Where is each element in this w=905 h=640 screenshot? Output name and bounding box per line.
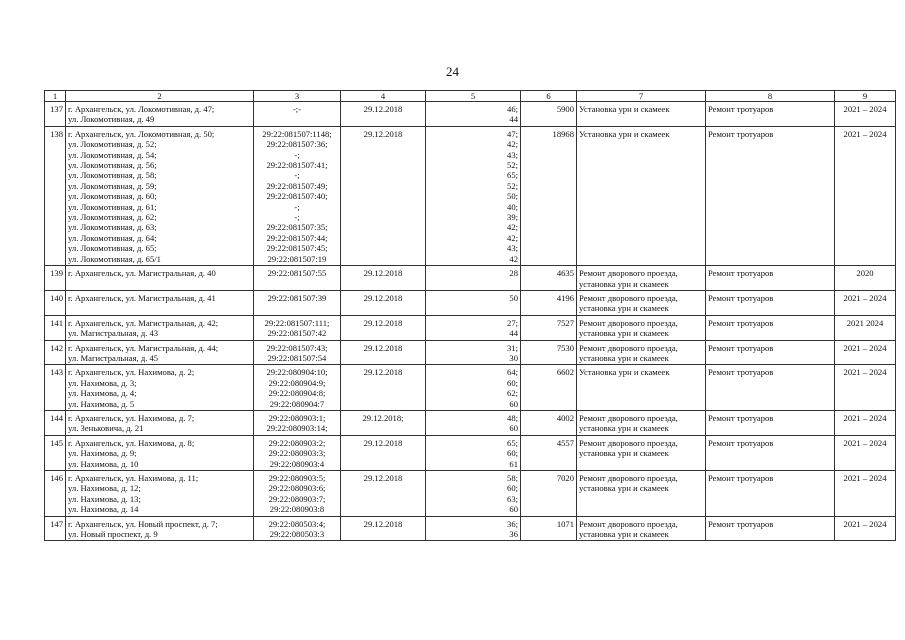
cell-line: г. Архангельск, ул. Новый проспект, д. 7; — [68, 518, 218, 529]
area-cell: 7527 — [521, 315, 577, 340]
additional-works-cell: Ремонт тротуаров — [706, 365, 835, 411]
row-number-cell: 143 — [45, 365, 66, 411]
cell-line: 27; — [507, 317, 518, 328]
cell-line: ул. Магистральная, д. 43 — [68, 328, 159, 339]
cell-line: 29:22:081507:111; — [264, 317, 330, 328]
date-cell: 29.12.2018 — [341, 435, 426, 470]
cadastral-number-cell — [254, 435, 341, 470]
cell-line: 29:22:080503:3 — [269, 529, 325, 540]
row-number-cell: 139 — [45, 266, 66, 291]
period-cell: 2021 – 2024 — [835, 516, 896, 541]
cell-line: 29:22:081507:55 — [267, 268, 327, 279]
cell-line: 29:22:081507:54 — [267, 352, 327, 363]
cell-line: 29:22:080903:6; — [268, 483, 326, 494]
date-cell: 29.12.2018 — [341, 471, 426, 517]
cadastral-number-cell — [254, 365, 341, 411]
column-header: 2 — [66, 91, 254, 102]
cell-line: ул. Локомотивная, д. 54; — [68, 149, 157, 160]
cell-line: ул. Локомотивная, д. 64; — [68, 232, 157, 243]
cell-line: 29:22:081507:39 — [267, 292, 327, 303]
cell-line: 29:22:081507:49; — [266, 180, 328, 191]
cell-line: 60; — [507, 377, 518, 388]
cell-line: 52; — [507, 180, 518, 191]
value-cell — [426, 340, 521, 365]
area-cell: 18968 — [521, 126, 577, 265]
cell-line: ул. Локомотивная, д. 49 — [68, 114, 155, 125]
value-cell — [426, 315, 521, 340]
cell-line: г. Архангельск, ул. Магистральная, д. 40 — [68, 268, 216, 279]
area-cell: 7020 — [521, 471, 577, 517]
cell-line: 29:22:081507:1148; — [262, 128, 332, 139]
cadastral-number-cell — [254, 315, 341, 340]
cell-line: установка урн и скамеек — [579, 423, 669, 434]
cell-line: 28 — [509, 268, 518, 279]
cell-line: г. Архангельск, ул. Магистральная, д. 44; — [68, 342, 219, 353]
period-cell: 2021 2024 — [835, 315, 896, 340]
column-header: 9 — [835, 91, 896, 102]
address-cell — [66, 290, 254, 315]
cell-line: 58; — [507, 473, 518, 483]
address-cell — [66, 435, 254, 470]
table-row — [45, 290, 896, 315]
value-cell — [426, 516, 521, 541]
works-cell — [577, 266, 706, 291]
additional-works-cell: Ремонт тротуаров — [706, 516, 835, 541]
address-cell — [66, 126, 254, 265]
works-cell — [577, 435, 706, 470]
cell-line: 44 — [509, 114, 518, 125]
cell-line: г. Архангельск, ул. Локомотивная, д. 50; — [68, 128, 215, 139]
period-cell: 2021 – 2024 — [835, 290, 896, 315]
cell-line: г. Архангельск, ул. Нахимова, д. 11; — [68, 473, 199, 483]
period-cell: 2020 — [835, 266, 896, 291]
works-cell — [577, 365, 706, 411]
cell-line: 60; — [507, 448, 518, 459]
column-header: 4 — [341, 91, 426, 102]
row-number-cell: 138 — [45, 126, 66, 265]
cell-line: 61 — [509, 458, 518, 469]
cell-line: -; — [294, 149, 300, 160]
cell-line: 29:22:081507:44; — [266, 232, 328, 243]
row-number-cell: 145 — [45, 435, 66, 470]
date-cell: 29.12.2018 — [341, 315, 426, 340]
area-cell: 6602 — [521, 365, 577, 411]
address-cell — [66, 365, 254, 411]
period-cell: 2021 – 2024 — [835, 126, 896, 265]
column-header: 5 — [426, 91, 521, 102]
additional-works-cell: Ремонт тротуаров — [706, 471, 835, 517]
column-header: 8 — [706, 91, 835, 102]
period-cell: 2021 – 2024 — [835, 102, 896, 127]
cell-line: 44 — [509, 328, 518, 339]
column-header: 6 — [521, 91, 577, 102]
works-cell — [577, 290, 706, 315]
cell-line: г. Архангельск, ул. Нахимова, д. 8; — [68, 437, 195, 448]
cell-line: 46; — [507, 104, 518, 114]
table-row — [45, 340, 896, 365]
works-cell — [577, 126, 706, 265]
cell-line: 29:22:080904:9; — [268, 377, 326, 388]
address-cell — [66, 410, 254, 435]
cell-line: 52; — [507, 160, 518, 171]
cell-line: 29:22:080503:4; — [268, 518, 326, 529]
works-cell — [577, 471, 706, 517]
row-number-cell: 140 — [45, 290, 66, 315]
cell-line: 64; — [507, 367, 518, 378]
value-cell — [426, 471, 521, 517]
additional-works-cell: Ремонт тротуаров — [706, 102, 835, 127]
cell-line: 29:22:080903:4 — [269, 458, 325, 469]
table-row — [45, 126, 896, 265]
cell-line: Ремонт дворового проезда, — [579, 437, 678, 448]
period-cell: 2021 – 2024 — [835, 365, 896, 411]
cell-line: 29:22:080904:7 — [269, 398, 325, 409]
row-number-cell: 142 — [45, 340, 66, 365]
cell-line: -; — [294, 170, 300, 181]
area-cell: 4196 — [521, 290, 577, 315]
cell-line: г. Архангельск, ул. Магистральная, д. 41 — [68, 292, 216, 303]
cell-line: ул. Нахимова, д. 5 — [68, 398, 135, 409]
value-cell — [426, 410, 521, 435]
area-cell: 4002 — [521, 410, 577, 435]
table-row — [45, 471, 896, 517]
date-cell: 29.12.2018 — [341, 340, 426, 365]
cell-line: ул. Нахимова, д. 12; — [68, 483, 141, 494]
date-cell: 29.12.2018 — [341, 516, 426, 541]
additional-works-cell: Ремонт тротуаров — [706, 435, 835, 470]
cell-line: 29:22:080904:10; — [266, 367, 328, 378]
area-cell: 5900 — [521, 102, 577, 127]
cell-line: ул. Нахимова, д. 9; — [68, 448, 137, 459]
additional-works-cell: Ремонт тротуаров — [706, 340, 835, 365]
cell-line: 50; — [507, 191, 518, 202]
cell-line: ул. Локомотивная, д. 62; — [68, 212, 157, 223]
cell-line: -; — [294, 201, 300, 212]
table-row — [45, 410, 896, 435]
cell-line: 30 — [509, 352, 518, 363]
cell-line: Ремонт дворового проезда, — [579, 317, 678, 328]
cadastral-number-cell — [254, 410, 341, 435]
cell-line: установка урн и скамеек — [579, 529, 669, 540]
cell-line: Установка урн и скамеек — [579, 104, 670, 114]
value-cell — [426, 290, 521, 315]
address-cell — [66, 471, 254, 517]
period-cell: 2021 – 2024 — [835, 410, 896, 435]
cell-line: ул. Локомотивная, д. 65; — [68, 243, 157, 254]
cell-line: 60 — [509, 504, 518, 515]
cell-line: 29:22:080904:8; — [268, 388, 326, 399]
cell-line: установка урн и скамеек — [579, 278, 669, 289]
cell-line: ул. Нахимова, д. 14 — [68, 504, 139, 515]
additional-works-cell: Ремонт тротуаров — [706, 410, 835, 435]
cell-line: 60 — [509, 423, 518, 434]
cell-line: 39; — [507, 212, 518, 223]
cell-line: 63; — [507, 493, 518, 504]
value-cell — [426, 102, 521, 127]
cell-line: 31; — [507, 342, 518, 353]
cell-line: установка урн и скамеек — [579, 483, 669, 494]
cell-line: 29:22:080903:5; — [268, 473, 326, 483]
cell-line: ул. Локомотивная, д. 59; — [68, 180, 157, 191]
cell-line: Ремонт дворового проезда, — [579, 412, 678, 423]
cell-line: установка урн и скамеек — [579, 448, 669, 459]
cell-line: Установка урн и скамеек — [579, 367, 670, 378]
cell-line: 29:22:080903:2; — [268, 437, 326, 448]
works-cell — [577, 516, 706, 541]
table-header-row — [45, 91, 896, 102]
cell-line: -; — [294, 212, 300, 223]
cell-line: Установка урн и скамеек — [579, 128, 670, 139]
table-row — [45, 102, 896, 127]
cell-line: г. Архангельск, ул. Магистральная, д. 42; — [68, 317, 219, 328]
cell-line: 40; — [507, 201, 518, 212]
date-cell: 29.12.2018; — [341, 410, 426, 435]
period-cell: 2021 – 2024 — [835, 435, 896, 470]
cell-line: ул. Нахимова, д. 4; — [68, 388, 137, 399]
date-cell: 29.12.2018 — [341, 365, 426, 411]
cell-line: 62; — [507, 388, 518, 399]
cell-line: 42; — [507, 232, 518, 243]
cadastral-number-cell — [254, 516, 341, 541]
column-header: 1 — [45, 91, 66, 102]
cell-line: 65; — [507, 437, 518, 448]
cell-line: ул. Локомотивная, д. 63; — [68, 222, 157, 233]
cadastral-number-cell — [254, 340, 341, 365]
date-cell: 29.12.2018 — [341, 102, 426, 127]
cell-line: 29:22:081507:42 — [267, 328, 327, 339]
cell-line: ул. Локомотивная, д. 60; — [68, 191, 157, 202]
cadastral-number-cell — [254, 266, 341, 291]
additional-works-cell: Ремонт тротуаров — [706, 315, 835, 340]
register-table — [44, 90, 896, 541]
cell-line: установка урн и скамеек — [579, 303, 669, 314]
cell-line: Ремонт дворового проезда, — [579, 518, 678, 529]
row-number-cell: 137 — [45, 102, 66, 127]
address-cell — [66, 516, 254, 541]
cell-line: 29:22:081507:45; — [266, 243, 328, 254]
works-cell — [577, 410, 706, 435]
area-cell: 4557 — [521, 435, 577, 470]
cell-line: 29:22:080903:1; — [268, 412, 326, 423]
cell-line: г. Архангельск, ул. Локомотивная, д. 47; — [68, 104, 215, 114]
row-number-cell: 147 — [45, 516, 66, 541]
cell-line: 29:22:080903:14; — [266, 423, 328, 434]
cell-line: ул. Локомотивная, д. 58; — [68, 170, 157, 181]
cell-line: г. Архангельск, ул. Нахимова, д. 2; — [68, 367, 195, 378]
date-cell: 29.12.2018 — [341, 266, 426, 291]
additional-works-cell: Ремонт тротуаров — [706, 126, 835, 265]
cell-line: ул. Нахимова, д. 3; — [68, 377, 137, 388]
cell-line: ул. Магистральная, д. 45 — [68, 352, 159, 363]
cell-line: 29:22:081507:41; — [266, 160, 328, 171]
cell-line: ул. Нахимова, д. 13; — [68, 493, 141, 504]
cell-line: 29:22:081507:40; — [266, 191, 328, 202]
cell-line: 42 — [509, 253, 518, 264]
column-header: 3 — [254, 91, 341, 102]
additional-works-cell: Ремонт тротуаров — [706, 266, 835, 291]
date-cell: 29.12.2018 — [341, 126, 426, 265]
cell-line: ул. Новый проспект, д. 9 — [68, 529, 158, 540]
table-row — [45, 516, 896, 541]
works-cell — [577, 315, 706, 340]
cell-line: Ремонт дворового проезда, — [579, 268, 678, 279]
area-cell: 7530 — [521, 340, 577, 365]
cell-line: ул. Зеньковича, д. 21 — [68, 423, 144, 434]
area-cell: 1071 — [521, 516, 577, 541]
value-cell — [426, 435, 521, 470]
row-number-cell: 146 — [45, 471, 66, 517]
works-cell — [577, 102, 706, 127]
value-cell — [426, 365, 521, 411]
table-body — [45, 102, 896, 541]
cell-line: 60; — [507, 483, 518, 494]
cell-line: 29:22:081507:43; — [266, 342, 328, 353]
cell-line: 43; — [507, 243, 518, 254]
row-number-cell: 141 — [45, 315, 66, 340]
value-cell — [426, 126, 521, 265]
cell-line: 42; — [507, 222, 518, 233]
cadastral-number-cell — [254, 290, 341, 315]
cell-line: 42; — [507, 139, 518, 150]
cell-line: Ремонт дворового проезда, — [579, 342, 678, 353]
period-cell: 2021 – 2024 — [835, 340, 896, 365]
cell-line: 29:22:081507:36; — [266, 139, 328, 150]
cell-line: 29:22:080903:3; — [268, 448, 326, 459]
value-cell — [426, 266, 521, 291]
works-cell — [577, 340, 706, 365]
cell-line: 29:22:080903:7; — [268, 493, 326, 504]
cadastral-number-cell — [254, 126, 341, 265]
address-cell — [66, 102, 254, 127]
column-header: 7 — [577, 91, 706, 102]
table-row — [45, 266, 896, 291]
cell-line: Ремонт дворового проезда, — [579, 292, 678, 303]
cell-line: 29:22:081507:35; — [266, 222, 328, 233]
cell-line: установка урн и скамеек — [579, 352, 669, 363]
address-cell — [66, 266, 254, 291]
cell-line: 29:22:080903:8 — [269, 504, 325, 515]
cell-line: 36 — [509, 529, 518, 540]
cadastral-number-cell — [254, 471, 341, 517]
area-cell: 4635 — [521, 266, 577, 291]
additional-works-cell: Ремонт тротуаров — [706, 290, 835, 315]
cell-line: ул. Локомотивная, д. 52; — [68, 139, 157, 150]
table-row — [45, 365, 896, 411]
table-row — [45, 435, 896, 470]
page-number: 24 — [446, 64, 459, 79]
row-number-cell: 144 — [45, 410, 66, 435]
cell-line: ул. Нахимова, д. 10 — [68, 458, 139, 469]
cell-line: -;- — [292, 104, 302, 114]
date-cell: 29.12.2018 — [341, 290, 426, 315]
cell-line: 47; — [507, 128, 518, 139]
address-cell — [66, 315, 254, 340]
period-cell: 2021 – 2024 — [835, 471, 896, 517]
cell-line: 29:22:081507:19 — [267, 253, 327, 264]
cell-line: 43; — [507, 149, 518, 160]
cell-line: ул. Локомотивная, д. 56; — [68, 160, 157, 171]
cell-line: 50 — [509, 292, 518, 303]
table-row — [45, 315, 896, 340]
cadastral-number-cell — [254, 102, 341, 127]
cell-line: 60 — [509, 398, 518, 409]
cell-line: г. Архангельск, ул. Нахимова, д. 7; — [68, 412, 195, 423]
cell-line: 65; — [507, 170, 518, 181]
address-cell — [66, 340, 254, 365]
cell-line: 48; — [507, 412, 518, 423]
cell-line: Ремонт дворового проезда, — [579, 473, 678, 483]
cell-line: ул. Локомотивная, д. 61; — [68, 201, 157, 212]
cell-line: ул. Локомотивная, д. 65/1 — [68, 253, 161, 264]
cell-line: установка урн и скамеек — [579, 328, 669, 339]
cell-line: 36; — [507, 518, 518, 529]
